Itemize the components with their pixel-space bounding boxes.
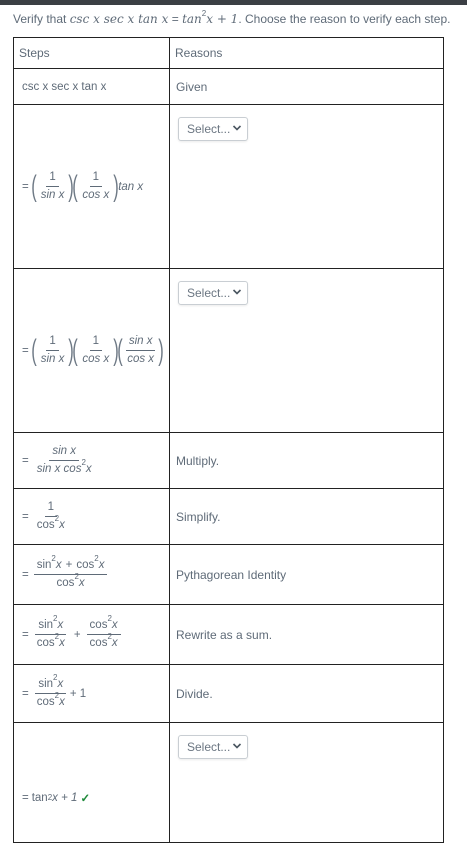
- exponent: 2: [201, 9, 207, 18]
- numerator: 1: [46, 171, 58, 187]
- reason-cell: Divide.: [170, 665, 444, 723]
- reason-cell: Simplify.: [170, 489, 444, 545]
- chevron-down-icon: [232, 741, 242, 751]
- func: cos: [36, 637, 55, 649]
- exponent: 2: [94, 554, 99, 563]
- step-expression: [22, 501, 169, 532]
- denominator: cos x: [82, 189, 110, 201]
- variable: x: [57, 678, 64, 690]
- variable: x: [78, 577, 85, 589]
- paren-right: ): [113, 333, 119, 367]
- prompt-text-end: . Choose the reason to verify each step.: [238, 12, 451, 26]
- fraction: [34, 554, 108, 590]
- step-cell: [14, 545, 170, 605]
- variable: x: [111, 637, 118, 649]
- denominator: [34, 458, 95, 476]
- denominator: cos x: [82, 353, 110, 365]
- func: cos: [36, 519, 55, 531]
- header-steps: Steps: [14, 38, 170, 69]
- fraction: [79, 335, 112, 366]
- fraction: [79, 171, 112, 202]
- fraction: [87, 614, 121, 650]
- numerator: 1: [46, 335, 58, 351]
- fraction: [34, 673, 68, 709]
- step-expression: [22, 614, 169, 650]
- numerator: [34, 554, 108, 575]
- reason-cell: Given: [170, 69, 444, 105]
- paren-right: ): [158, 333, 164, 367]
- paren-right: ): [68, 169, 75, 203]
- denominator-text: sin x cos: [36, 463, 82, 475]
- fraction: [38, 335, 68, 366]
- equals-sign: =: [22, 510, 29, 523]
- numerator: 1: [90, 171, 102, 187]
- step-cell: [14, 69, 170, 105]
- reason-cell: [170, 723, 444, 843]
- variable: x: [98, 559, 105, 571]
- exponent: 2: [54, 632, 60, 641]
- numerator: [35, 673, 66, 694]
- reason-cell: Pythagorean Identity: [170, 545, 444, 605]
- step-expression: [22, 335, 169, 366]
- question-prompt: Verify that csc x sec x $\tan x = \tan^2x + 1$. Choose the reason to verify each step.: [13, 9, 451, 26]
- variable: x: [59, 519, 65, 531]
- reason-cell: Rewrite as a sum.: [170, 605, 444, 665]
- equals-sign: =: [22, 344, 29, 357]
- prompt-text: Verify that: [13, 12, 70, 26]
- select-label: Select...: [187, 286, 231, 300]
- paren-left: (: [30, 169, 37, 203]
- numerator: sin x: [126, 335, 156, 351]
- table-row: [14, 269, 444, 433]
- step-cell: [14, 665, 170, 723]
- fraction: [124, 335, 157, 366]
- denominator: [87, 632, 121, 650]
- variable: x: [55, 559, 62, 571]
- equals-sign: =: [22, 180, 29, 193]
- exponent: 2: [54, 514, 60, 523]
- step-cell: [14, 105, 170, 269]
- table-row: [14, 489, 444, 545]
- func: cos: [36, 696, 55, 708]
- select-label: Select...: [187, 122, 231, 136]
- table-row: [14, 665, 444, 723]
- final-tail: x + 1: [52, 791, 78, 804]
- step-expression: = tan 2 x + 1 ✓: [22, 791, 91, 805]
- step-expression: [22, 445, 169, 476]
- paren-right: ): [68, 333, 75, 367]
- table-row: [14, 605, 444, 665]
- reason-select[interactable]: [178, 117, 248, 141]
- chevron-down-icon: [232, 287, 242, 297]
- plus-sign: +: [73, 628, 81, 641]
- check-icon: ✓: [80, 792, 91, 805]
- fraction: [34, 501, 68, 532]
- fraction: [34, 614, 68, 650]
- chevron-down-icon: [232, 123, 242, 133]
- table-row: [14, 723, 444, 843]
- denominator: [34, 514, 68, 532]
- tan-term: tan x: [118, 180, 144, 193]
- denominator: [34, 632, 68, 650]
- plus-sign: +: [65, 559, 73, 571]
- step-expression: [22, 554, 169, 590]
- numerator: [87, 614, 121, 635]
- step-cell: [14, 269, 170, 433]
- top-bar: [0, 0, 467, 5]
- table-header-row: [14, 38, 444, 69]
- variable: x: [111, 619, 118, 631]
- numerator: [35, 614, 66, 635]
- func: sin: [36, 559, 52, 571]
- func: sin: [38, 678, 54, 690]
- proof-table: [13, 37, 444, 843]
- prompt-identity-rhs-tail: x + 1: [206, 12, 239, 26]
- paren-right: ): [113, 169, 119, 203]
- denominator: [54, 572, 88, 590]
- denominator: sin x: [40, 189, 65, 201]
- reason-cell: Multiply.: [170, 433, 444, 489]
- func: cos: [89, 619, 108, 631]
- reason-select[interactable]: [178, 281, 248, 305]
- equals-sign: =: [22, 454, 29, 467]
- header-reasons: Reasons: [170, 38, 444, 69]
- table-row: [14, 545, 444, 605]
- exponent: 2: [74, 572, 79, 581]
- equals-sign: =: [22, 568, 29, 581]
- func: tan: [31, 791, 48, 804]
- fraction: [34, 445, 95, 476]
- denominator: sin x: [40, 353, 65, 365]
- numerator: sin x: [49, 445, 79, 461]
- numerator: 1: [90, 335, 102, 351]
- step-text: csc x sec x tan x: [22, 80, 107, 93]
- paren-left: (: [117, 333, 123, 367]
- variable: x: [57, 619, 64, 631]
- exponent: 2: [54, 691, 60, 700]
- exponent: 2: [53, 673, 58, 682]
- paren-left: (: [72, 169, 79, 203]
- step-expression: [22, 171, 169, 202]
- prompt-identity-lhs: csc x sec x tan x: [69, 12, 169, 26]
- func: cos: [89, 637, 108, 649]
- exponent: 2: [53, 614, 58, 623]
- reason-select[interactable]: [178, 735, 248, 759]
- func: cos: [56, 577, 75, 589]
- exponent: 2: [81, 458, 86, 467]
- table-row: [14, 433, 444, 489]
- paren-left: (: [72, 333, 79, 367]
- equals-sign: =: [22, 687, 29, 700]
- exponent: 2: [107, 632, 112, 641]
- step-cell: [14, 605, 170, 665]
- variable: x: [59, 637, 65, 649]
- step-cell: [14, 489, 170, 545]
- equals-sign: =: [22, 791, 29, 804]
- step-cell: [14, 433, 170, 489]
- reason-cell: [170, 105, 444, 269]
- fraction: [38, 171, 68, 202]
- equals-sign: =: [22, 628, 29, 641]
- denominator: [34, 691, 68, 709]
- select-label: Select...: [187, 740, 231, 754]
- table-row: [14, 69, 444, 105]
- func: cos: [76, 559, 95, 571]
- prompt-identity-rhs: tan: [182, 12, 202, 26]
- func: sin: [38, 619, 54, 631]
- step-cell: [14, 723, 170, 843]
- exponent: 2: [107, 614, 112, 623]
- exponent: 2: [51, 554, 56, 563]
- denominator: cos x: [127, 353, 155, 365]
- step-expression: [22, 673, 169, 709]
- table-row: [14, 105, 444, 269]
- reason-cell: [170, 269, 444, 433]
- paren-left: (: [30, 333, 37, 367]
- plus-one: + 1: [69, 687, 87, 700]
- variable: x: [59, 696, 65, 708]
- variable: x: [85, 463, 92, 475]
- numerator: 1: [45, 501, 57, 517]
